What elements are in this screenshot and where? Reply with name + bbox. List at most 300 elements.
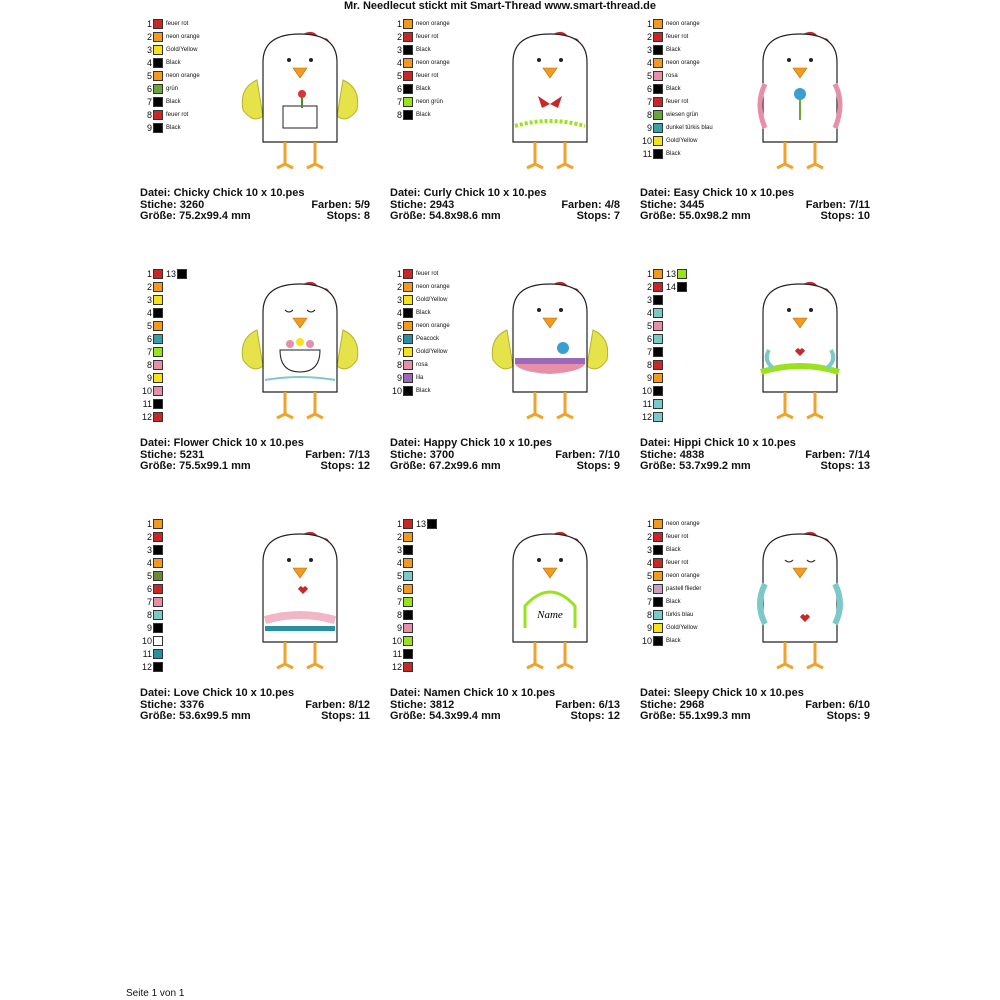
color-count: Farben: 5/9 (311, 198, 370, 211)
color-name: Peacock (416, 336, 440, 342)
color-swatch-row (390, 109, 431, 121)
color-swatch-row (390, 346, 447, 358)
color-swatch (153, 308, 163, 318)
color-swatch-row (390, 635, 413, 647)
design-info (390, 438, 620, 473)
stop-count: Stops: 11 (321, 710, 370, 722)
color-swatch (153, 597, 163, 607)
file-name: Datei: Namen Chick 10 x 10.pes (390, 687, 556, 699)
color-name: Black (416, 310, 431, 316)
color-swatch (653, 269, 663, 279)
color-swatch (153, 519, 163, 529)
color-swatch-row (390, 622, 413, 634)
design-card (640, 268, 890, 478)
chick-embroidery-image (485, 22, 615, 172)
color-swatch (153, 571, 163, 581)
color-number: 10 (391, 636, 402, 646)
color-count: Farben: 7/10 (555, 448, 620, 461)
color-number: 10 (641, 136, 652, 146)
color-swatch-row (140, 31, 200, 43)
color-count: Farben: 7/11 (805, 198, 870, 211)
color-number: 4 (146, 58, 152, 68)
color-swatch-row (640, 70, 678, 82)
color-swatch (403, 321, 413, 331)
color-count: Farben: 8/12 (305, 698, 370, 711)
color-count: Farben: 6/10 (805, 698, 870, 711)
color-swatch (153, 45, 163, 55)
color-name: Black (666, 547, 681, 553)
color-swatch (153, 295, 163, 305)
color-swatch-row (640, 411, 663, 423)
color-swatch-row (390, 57, 450, 69)
file-name: Datei: Flower Chick 10 x 10.pes (140, 437, 304, 449)
color-number: 5 (646, 321, 652, 331)
design-size: Größe: 55.1x99.3 mm (640, 710, 751, 722)
size-row (140, 211, 370, 223)
color-swatch-row (140, 411, 163, 423)
file-name-row (640, 188, 870, 200)
color-swatch-row (390, 583, 413, 595)
color-name: neon orange (416, 60, 450, 66)
color-swatch-row (640, 333, 663, 345)
color-swatch (653, 321, 663, 331)
color-number: 12 (141, 662, 152, 672)
color-swatch (403, 334, 413, 344)
color-swatch (153, 123, 163, 133)
color-number: 3 (146, 545, 152, 555)
color-swatch (653, 412, 663, 422)
color-number: 6 (646, 84, 652, 94)
color-swatch-row (390, 18, 450, 30)
stitch-count: Stiche: 2968 (640, 698, 705, 711)
color-name: pastell flieder (666, 586, 702, 592)
color-swatch-row (140, 359, 163, 371)
stop-count: Stops: 9 (576, 460, 620, 472)
color-swatch-row (140, 96, 181, 108)
svg-text:Name: Name (537, 609, 563, 621)
color-name: feuer rot (666, 534, 689, 540)
chick-embroidery-image (235, 22, 365, 172)
color-number: 4 (146, 558, 152, 568)
color-swatch (153, 649, 163, 659)
size-row (390, 461, 620, 473)
color-swatch (653, 558, 663, 568)
color-number: 8 (146, 110, 152, 120)
color-name: Gold/Yellow (416, 297, 448, 303)
color-number: 13 (166, 269, 177, 279)
file-name: Datei: Chicky Chick 10 x 10.pes (140, 187, 305, 199)
color-swatch-row (140, 661, 163, 673)
color-swatch-row (640, 385, 663, 397)
color-number: 3 (396, 45, 402, 55)
color-swatch (653, 123, 663, 133)
color-name: feuer rot (666, 34, 689, 40)
color-swatch (653, 308, 663, 318)
design-info (140, 438, 370, 473)
color-number: 7 (646, 597, 652, 607)
color-name: neon orange (416, 21, 450, 27)
color-count: Farben: 7/13 (305, 448, 370, 461)
color-number: 4 (646, 58, 652, 68)
color-swatch (153, 399, 163, 409)
color-swatch-row (140, 294, 163, 306)
color-swatch-row (140, 518, 163, 530)
color-swatch (153, 532, 163, 542)
color-number: 3 (396, 295, 402, 305)
stitch-count: Stiche: 5231 (140, 448, 205, 461)
design-info (390, 688, 620, 723)
color-swatch-row (390, 44, 431, 56)
file-name: Datei: Happy Chick 10 x 10.pes (390, 437, 553, 449)
size-row (640, 711, 870, 723)
file-name: Datei: Love Chick 10 x 10.pes (140, 687, 295, 699)
color-swatch-row (640, 18, 700, 30)
color-swatch (653, 149, 663, 159)
color-swatch (153, 623, 163, 633)
color-swatch (403, 532, 413, 542)
color-swatch (653, 373, 663, 383)
color-number: 1 (146, 19, 152, 29)
extra-color (165, 268, 187, 280)
color-swatch-row (640, 294, 663, 306)
design-info (640, 688, 870, 723)
color-name: neon orange (416, 323, 450, 329)
color-swatch (403, 71, 413, 81)
color-swatch (653, 334, 663, 344)
chick-embroidery-image (235, 272, 365, 422)
color-swatch (403, 623, 413, 633)
design-info (390, 188, 620, 223)
color-swatch-row (640, 570, 700, 582)
color-swatch (653, 584, 663, 594)
stitch-count: Stiche: 4838 (640, 448, 705, 461)
color-number: 1 (396, 519, 402, 529)
file-name: Datei: Curly Chick 10 x 10.pes (390, 187, 547, 199)
color-number: 6 (146, 584, 152, 594)
color-swatch-row (140, 648, 163, 660)
color-swatch-row (140, 346, 163, 358)
color-number: 4 (646, 558, 652, 568)
color-swatch (653, 136, 663, 146)
color-number: 6 (646, 584, 652, 594)
color-swatch (403, 45, 413, 55)
color-number: 7 (646, 347, 652, 357)
color-number: 11 (392, 649, 402, 659)
color-swatch-row (640, 583, 701, 595)
color-swatch (153, 334, 163, 344)
color-number: 2 (146, 282, 152, 292)
color-number: 3 (646, 545, 652, 555)
color-swatch (153, 610, 163, 620)
color-number: 2 (396, 32, 402, 42)
size-row (140, 711, 370, 723)
design-card (390, 518, 640, 728)
color-swatch-row (640, 268, 687, 280)
color-swatch-row (640, 398, 663, 410)
color-swatch (153, 636, 163, 646)
color-number: 10 (391, 386, 402, 396)
color-number: 5 (646, 571, 652, 581)
color-swatch-row (390, 661, 413, 673)
color-number: 4 (396, 558, 402, 568)
color-number: 8 (146, 610, 152, 620)
color-swatch-row (640, 346, 663, 358)
stitch-count: Stiche: 3376 (140, 698, 205, 711)
color-name: Black (416, 47, 431, 53)
color-swatch-row (640, 531, 688, 543)
color-name: Black (666, 47, 681, 53)
color-swatch-row (140, 268, 187, 280)
color-number: 12 (141, 412, 152, 422)
color-swatch (153, 412, 163, 422)
size-row (390, 211, 620, 223)
design-info (140, 188, 370, 223)
color-swatch-row (640, 96, 688, 108)
color-name: türkis blau (666, 612, 694, 618)
color-swatch (153, 386, 163, 396)
stitch-count: Stiche: 2943 (390, 198, 455, 211)
stitch-count: Stiche: 3700 (390, 448, 455, 461)
stop-count: Stops: 12 (570, 710, 620, 722)
color-name: Black (166, 60, 181, 66)
color-swatch-row (390, 96, 443, 108)
design-size: Größe: 53.6x99.5 mm (140, 710, 251, 722)
color-number: 2 (146, 32, 152, 42)
color-swatch (153, 373, 163, 383)
color-name: lila (416, 375, 424, 381)
color-swatch-row (640, 307, 663, 319)
color-swatch (153, 321, 163, 331)
color-number: 11 (142, 399, 152, 409)
color-number: 9 (646, 123, 652, 133)
design-size: Größe: 54.3x99.4 mm (390, 710, 501, 722)
color-name: Gold/Yellow (666, 138, 698, 144)
color-swatch-row (640, 622, 697, 634)
extra-color (665, 268, 687, 280)
color-swatch (653, 610, 663, 620)
color-swatch-row (390, 531, 413, 543)
color-number: 11 (642, 149, 652, 159)
color-number: 3 (646, 295, 652, 305)
color-name: Black (666, 151, 681, 157)
color-swatch-row (140, 320, 163, 332)
color-swatch-row (390, 70, 438, 82)
color-swatch-row (140, 570, 163, 582)
color-swatch-row (390, 320, 450, 332)
color-number: 7 (396, 347, 402, 357)
stop-count: Stops: 9 (826, 710, 870, 722)
color-swatch-row (140, 83, 178, 95)
color-swatch (653, 295, 663, 305)
color-number: 9 (146, 123, 152, 133)
color-number: 5 (146, 571, 152, 581)
color-number: 1 (146, 269, 152, 279)
color-number: 6 (146, 334, 152, 344)
color-name: wiesen grün (666, 112, 699, 118)
color-swatch (403, 347, 413, 357)
color-swatch-row (640, 44, 681, 56)
design-info (640, 188, 870, 223)
color-swatch-row (140, 557, 163, 569)
file-name-row (140, 688, 370, 700)
color-swatch (427, 519, 437, 529)
color-swatch-row (390, 359, 428, 371)
color-swatch (653, 597, 663, 607)
color-swatch (153, 545, 163, 555)
color-number: 8 (646, 610, 652, 620)
color-number: 11 (642, 399, 652, 409)
color-number: 7 (146, 347, 152, 357)
file-name: Datei: Hippi Chick 10 x 10.pes (640, 437, 796, 449)
color-number: 8 (396, 610, 402, 620)
color-swatch-row (640, 109, 698, 121)
color-number: 2 (396, 282, 402, 292)
color-swatch (653, 347, 663, 357)
design-size: Größe: 53.7x99.2 mm (640, 460, 751, 472)
color-name: Gold/Yellow (416, 349, 448, 355)
color-swatch (403, 597, 413, 607)
color-swatch-row (140, 544, 163, 556)
color-swatch (653, 97, 663, 107)
size-row (140, 461, 370, 473)
color-swatch (403, 545, 413, 555)
page-header: Mr. Needlecut stickt mit Smart-Thread www.smart-thread.de (344, 0, 656, 12)
file-name-row (140, 188, 370, 200)
color-number: 8 (646, 360, 652, 370)
color-swatch (653, 519, 663, 529)
color-swatch-row (390, 294, 447, 306)
color-swatch (153, 584, 163, 594)
color-number: 6 (646, 334, 652, 344)
color-swatch (653, 32, 663, 42)
color-number: 9 (146, 623, 152, 633)
color-swatch (177, 269, 187, 279)
color-number: 7 (396, 97, 402, 107)
color-number: 5 (396, 571, 402, 581)
color-name: feuer rot (666, 99, 689, 105)
color-swatch (677, 269, 687, 279)
page-footer: Seite 1 von 1 (126, 988, 185, 999)
color-swatch-row (640, 122, 713, 134)
file-name: Datei: Sleepy Chick 10 x 10.pes (640, 687, 804, 699)
color-name: feuer rot (416, 34, 439, 40)
color-swatch (653, 19, 663, 29)
color-name: dunkel türkis blau (666, 125, 713, 131)
color-number: 3 (646, 45, 652, 55)
design-info (140, 688, 370, 723)
color-swatch (653, 71, 663, 81)
color-name: neon orange (166, 34, 200, 40)
color-swatch (653, 571, 663, 581)
color-number: 10 (141, 636, 152, 646)
color-number: 6 (396, 584, 402, 594)
color-swatch (403, 649, 413, 659)
file-name: Datei: Easy Chick 10 x 10.pes (640, 187, 795, 199)
chick-embroidery-image (485, 522, 615, 672)
color-number: 1 (646, 519, 652, 529)
color-swatch-row (390, 281, 450, 293)
color-swatch-row (640, 320, 663, 332)
color-name: rosa (416, 362, 428, 368)
color-swatch (153, 58, 163, 68)
color-swatch-row (640, 518, 700, 530)
color-number: 7 (146, 597, 152, 607)
color-swatch (403, 97, 413, 107)
color-swatch (653, 110, 663, 120)
color-swatch (153, 19, 163, 29)
color-number: 9 (396, 623, 402, 633)
color-number: 1 (396, 19, 402, 29)
color-swatch-row (140, 622, 163, 634)
color-count: Farben: 4/8 (561, 198, 620, 211)
chick-embroidery-image (735, 22, 865, 172)
color-number: 9 (146, 373, 152, 383)
color-swatch (653, 84, 663, 94)
color-swatch-row (390, 609, 413, 621)
color-name: Black (666, 599, 681, 605)
color-name: neon orange (666, 573, 700, 579)
color-name: neon orange (166, 73, 200, 79)
color-name: neon orange (666, 521, 700, 527)
color-swatch-row (390, 333, 439, 345)
color-swatch-row (140, 122, 181, 134)
size-row (640, 461, 870, 473)
color-swatch (403, 662, 413, 672)
color-swatch (403, 32, 413, 42)
color-name: Black (666, 638, 681, 644)
color-swatch-row (390, 518, 437, 530)
color-number: 9 (396, 373, 402, 383)
color-swatch-row (140, 635, 163, 647)
color-swatch (403, 519, 413, 529)
color-number: 12 (641, 412, 652, 422)
color-swatch (653, 58, 663, 68)
color-name: feuer rot (416, 271, 439, 277)
color-number: 5 (396, 321, 402, 331)
color-number: 6 (396, 334, 402, 344)
color-swatch-row (640, 57, 700, 69)
color-swatch (153, 282, 163, 292)
color-swatch (653, 45, 663, 55)
color-swatch-row (390, 648, 413, 660)
file-name-row (640, 688, 870, 700)
color-swatch-row (140, 57, 181, 69)
color-number: 6 (146, 84, 152, 94)
color-swatch (653, 532, 663, 542)
chick-embroidery-image (485, 272, 615, 422)
color-swatch-row (140, 333, 163, 345)
color-number: 11 (142, 649, 152, 659)
color-swatch-row (390, 557, 413, 569)
extra-color (415, 518, 437, 530)
design-card (390, 18, 640, 228)
file-name-row (390, 188, 620, 200)
color-number: 3 (146, 295, 152, 305)
color-swatch (677, 282, 687, 292)
color-number: 3 (146, 45, 152, 55)
color-swatch-row (640, 372, 663, 384)
chick-embroidery-image (735, 522, 865, 672)
color-swatch-row (140, 596, 163, 608)
color-swatch (403, 610, 413, 620)
color-swatch-row (140, 109, 188, 121)
color-count: Farben: 6/13 (555, 698, 620, 711)
stop-count: Stops: 12 (320, 460, 370, 472)
color-number: 5 (146, 321, 152, 331)
color-number: 5 (146, 71, 152, 81)
color-number: 4 (646, 308, 652, 318)
design-card (140, 18, 390, 228)
